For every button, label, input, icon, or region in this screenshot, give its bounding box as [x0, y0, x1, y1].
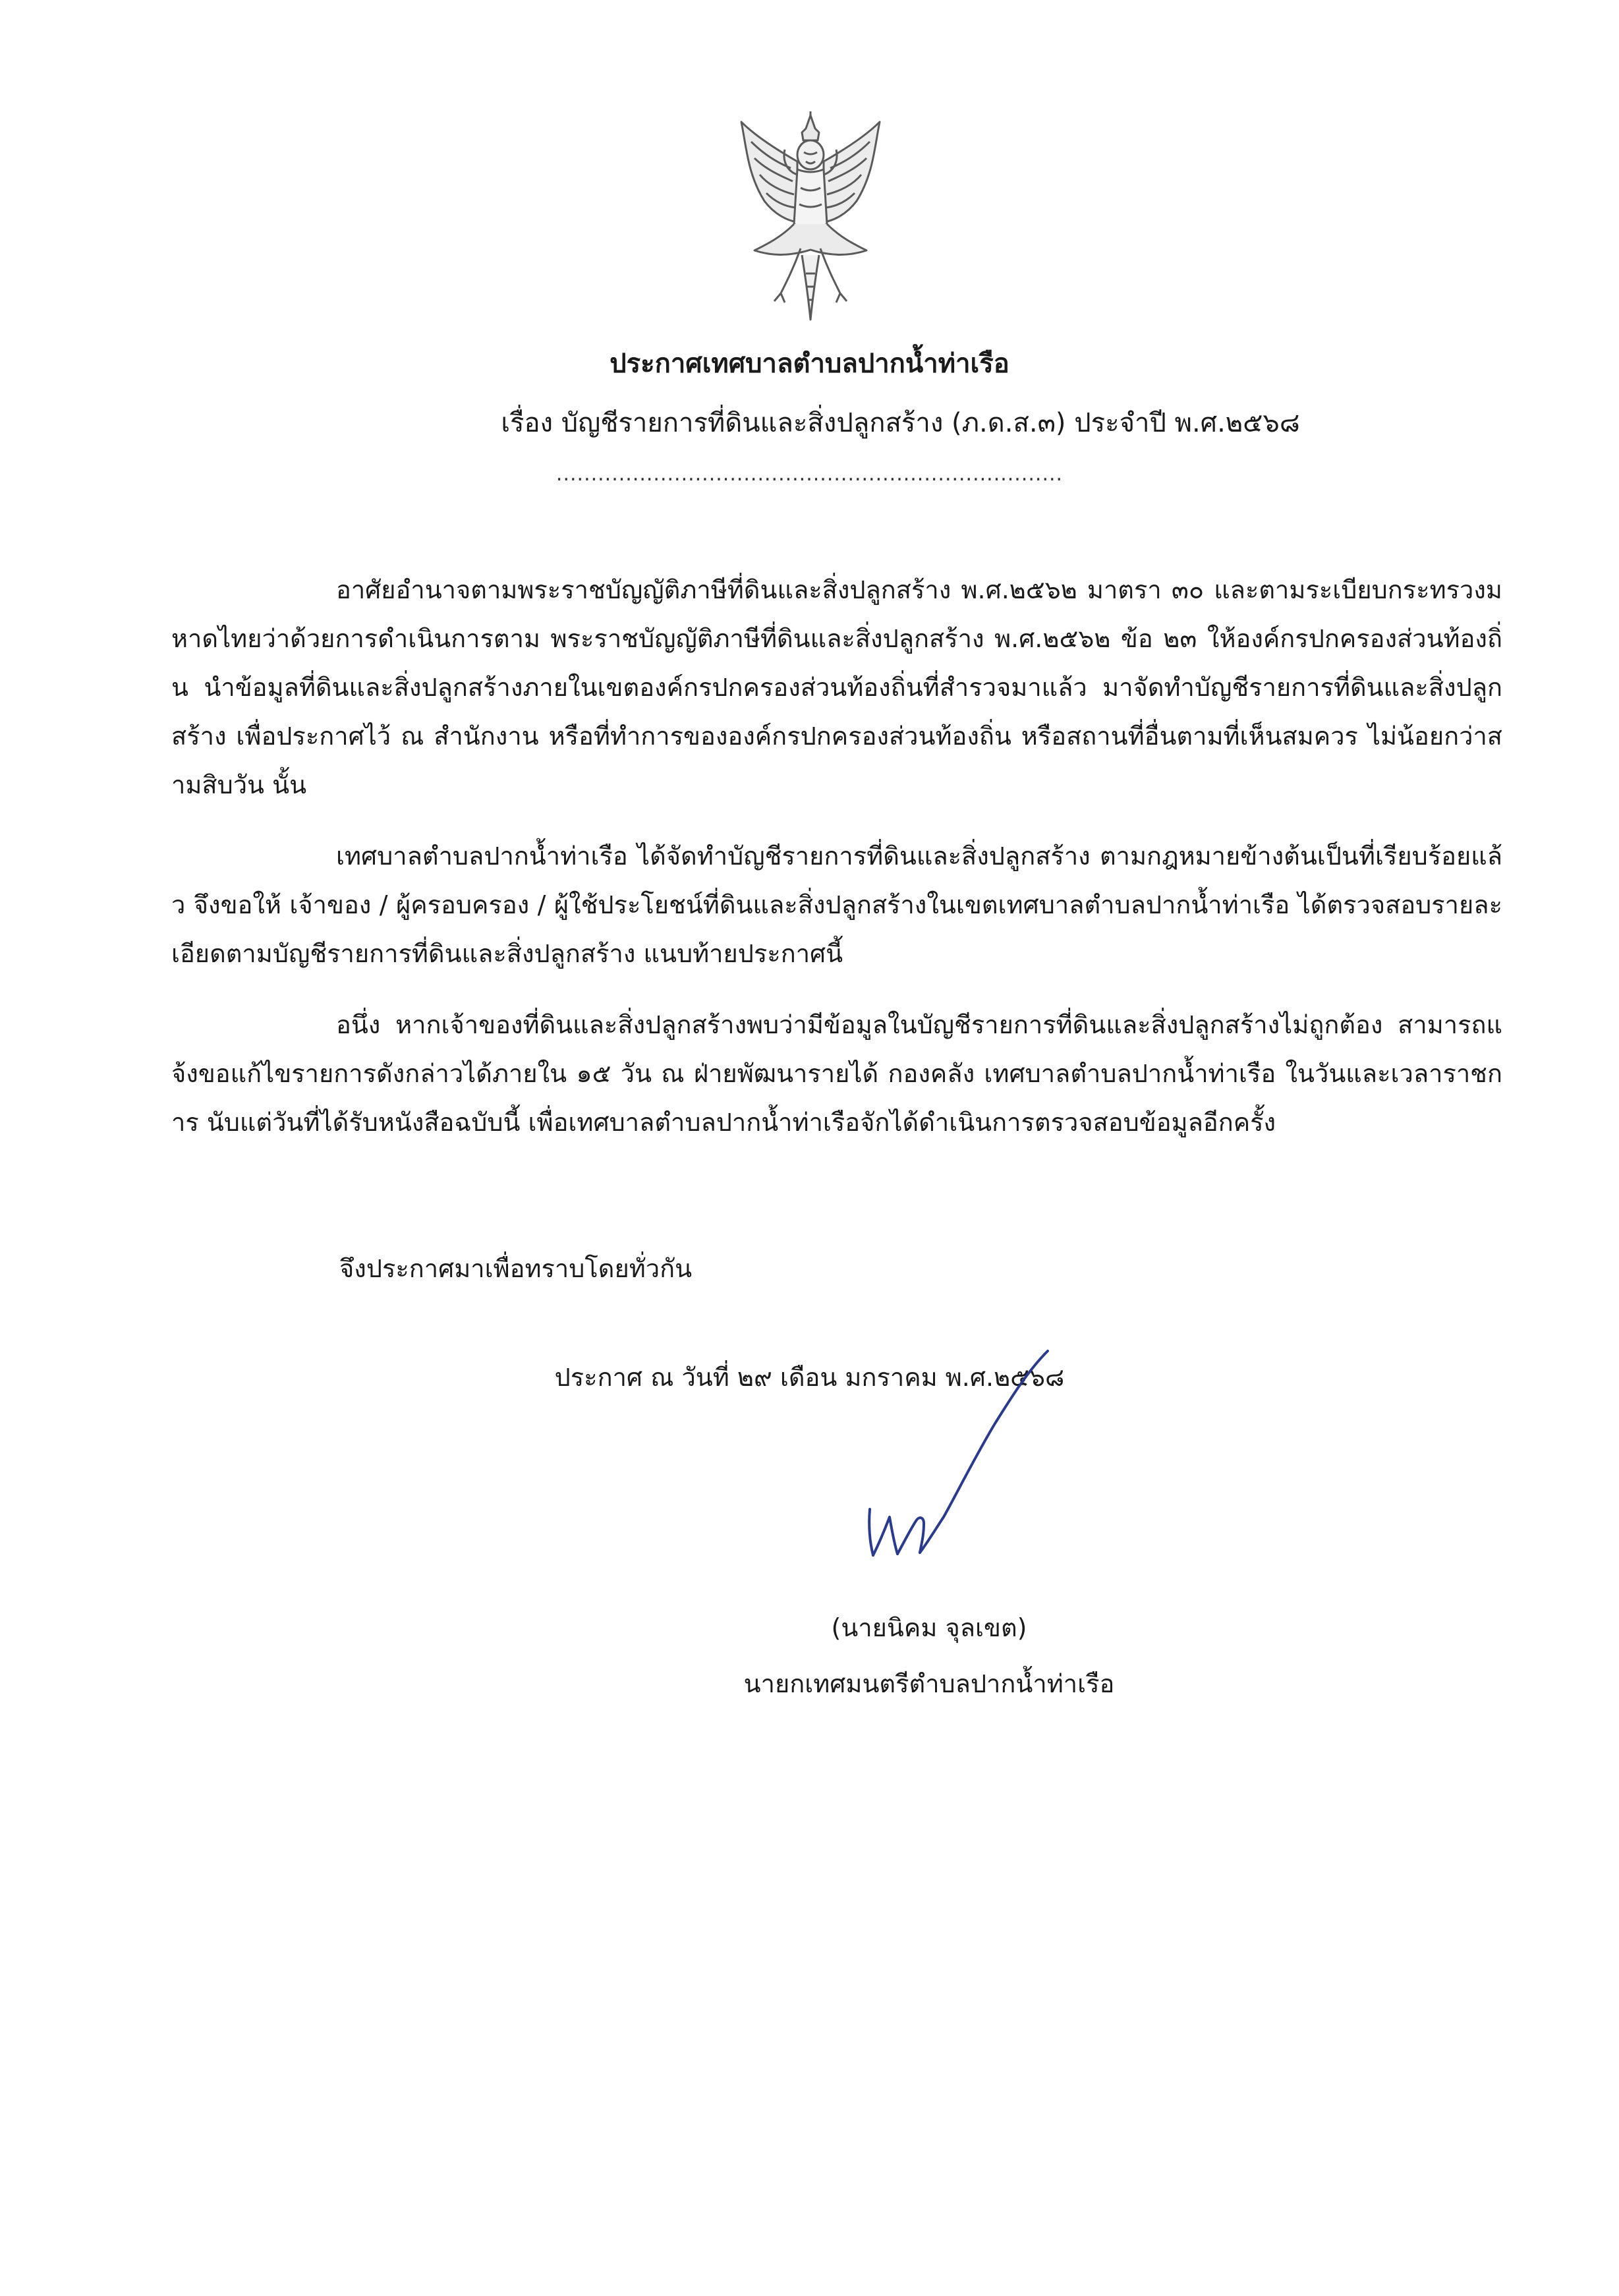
title-divider: .........................................................................	[555, 463, 1064, 486]
announcement-subject: เรื่อง บัญชีรายการที่ดินและสิ่งปลูกสร้าง (ภ.ด.ส.๓) ประจำปี พ.ศ.๒๕๖๘	[501, 408, 1300, 438]
signer-position: นายกเทศมนตรีตำบลปากน้ำท่าเรือ	[743, 1669, 1115, 1698]
paragraph-correction: อนึ่ง หากเจ้าของที่ดินและสิ่งปลูกสร้างพบว่ามีข้อมูลในบัญชีรายการที่ดินและสิ่งปลูกสร้างไม่ถูกต้อง สามารถแจ้งขอแก้ไขรายการดังกล่าวได้ภายใน ๑๕ วัน ณ ฝ่ายพัฒนารายได้ กองคลัง เทศบาลตำบลปากน้ำท่าเรือ ในวันและเวลาราชการ นับแต่วันที่ได้รับหนังสือฉบับนี้ เพื่อเทศบาลตำบลปากน้ำท่าเรือจักได้ดำเนินการตรวจสอบข้อมูลอีกครั้ง	[171, 1010, 1502, 1137]
signer-name: (นายนิคม จุลเขต)	[831, 1613, 1027, 1642]
paragraph-legal-basis: อาศัยอำนาจตามพระราชบัญญัติภาษีที่ดินและสิ่งปลูกสร้าง พ.ศ.๒๕๖๒ มาตรา ๓๐ และตามระเบียบกระทรวงมหาดไทยว่าด้วยการดำเนินการตาม พระราชบัญญัติภาษีที่ดินและสิ่งปลูกสร้าง พ.ศ.๒๕๖๒ ข้อ ๒๓ ให้องค์กรปกครองส่วนท้องถิ่น นำข้อมูลที่ดินและสิ่งปลูกสร้างภายในเขตองค์กรปกครองส่วนท้องถิ่นที่สำรวจมาแล้ว มาจัดทำบัญชีรายการที่ดินและสิ่งปลูกสร้าง เพื่อประกาศไว้ ณ สำนักงาน หรือที่ทำการขององค์กรปกครองส่วนท้องถิ่น หรือสถานที่อื่นตามที่เห็นสมควร ไม่น้อยกว่าสามสิบวัน นั้น	[171, 575, 1502, 799]
closing-statement: จึงประกาศมาเพื่อทราบโดยทั่วกัน	[339, 1254, 693, 1283]
paragraph-inspection: เทศบาลตำบลปากน้ำท่าเรือ ได้จัดทำบัญชีรายการที่ดินและสิ่งปลูกสร้าง ตามกฎหมายข้างต้นเป็นที่เรียบร้อยแล้ว จึงขอให้ เจ้าของ / ผู้ครอบครอง / ผู้ใช้ประโยชน์ที่ดินและสิ่งปลูกสร้างในเขตเทศบาลตำบลปากน้ำท่าเรือ ได้ตรวจสอบรายละเอียดตามบัญชีรายการที่ดินและสิ่งปลูกสร้าง แนบท้ายประกาศนี้	[171, 842, 1502, 968]
announcement-title: ประกาศเทศบาลตำบลปากน้ำท่าเรือ	[610, 349, 1009, 379]
announcement-body	[171, 565, 1502, 1169]
announcement-date: ประกาศ ณ วันที่ ๒๙ เดือน มกราคม พ.ศ.๒๕๖๘	[554, 1363, 1065, 1392]
signature-icon	[850, 1344, 1153, 1595]
garuda-emblem-icon	[728, 109, 893, 326]
